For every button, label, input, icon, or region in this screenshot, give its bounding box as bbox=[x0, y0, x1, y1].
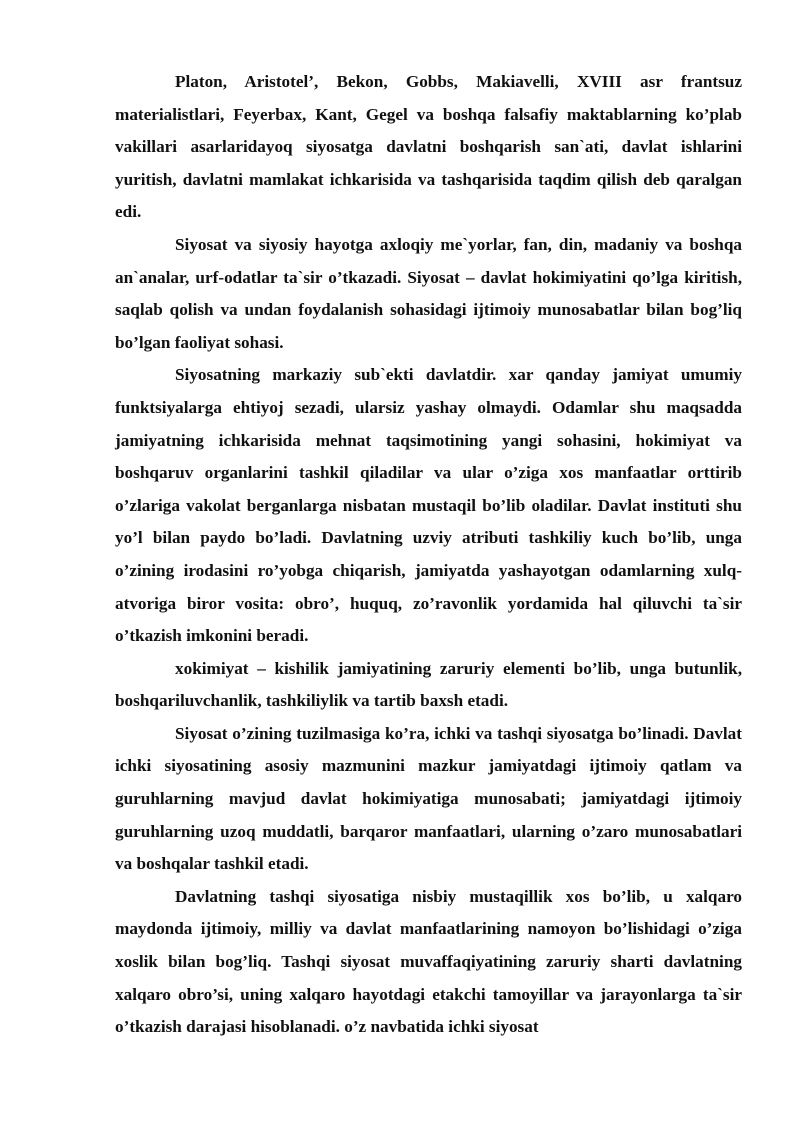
paragraph-state-subject: Siyosatning markaziy sub`ekti davlatdir. xar qanday jamiyat umumiy funktsiyalarga ehtiyoj sezadi, ularsiz yashay olmaydi. Odamlar shu maqsadda jamiyatning ichkarisida mehnat taqsimotining yangi sohasini, hokimiyat va boshqaruv organlarini tashkil qiladilar va ular o’ziga xos manfaatlar orttirib o’zlariga vakolat berganlarga nisbatan mustaqil bo’lib oladilar. Davlat instituti shu yo’l bilan paydo bo’ladi. Davlatning uzviy atributi tashkiliy kuch bo’lib, unga o’zining irodasini ro’yobga chiqarish, jamiyatda yashayotgan odamlarning xulq-atvoriga biror vosita: obro’, huquq, zo’ravonlik yordamida hal qiluvchi ta`sir o’tkazish imkonini beradi. bbox=[115, 365, 742, 646]
paragraph-internal-policy: Siyosat o’zining tuzilmasiga ko’ra, ichki va tashqi siyosatga bo’linadi. Davlat ichki siyosatining asosiy mazmunini mazkur jamiyatdagi ijtimoiy qatlam va guruhlarning mavjud davlat hokimiyatiga munosabati; jamiyatdagi ijtimoiy guruhlarning uzoq muddatli, barqaror manfaatlari, ularning o’zaro munosabatlari va boshqalar tashkil etadi. bbox=[115, 723, 742, 874]
paragraph-philosophers: Platon, Aristotel’, Bekon, Gobbs, Makiavelli, XVIII asr frantsuz materialistlari, Feyerbax, Kant, Gegel va boshqa falsafiy maktablarning ko’plab vakillari asarlaridayoq siyosatga davlatni boshqarish san`ati, davlat ishlarini yuritish, davlatni mamlakat ichkarisida va tashqarisida taqdim qilish deb qaralgan edi. bbox=[115, 72, 742, 222]
paragraph-politics-definition: Siyosat va siyosiy hayotga axloqiy me`yorlar, fan, din, madaniy va boshqa an`analar, urf-odatlar ta`sir o’tkazadi. Siyosat – davlat hokimiyatini qo’lga kiritish, saqlab qolish va undan foydalanish sohasidagi ijtimoiy munosabatlar bilan bog’liq bo’lgan faoliyat sohasi. bbox=[115, 234, 742, 352]
document-page bbox=[115, 66, 742, 1044]
paragraph-foreign-policy: Davlatning tashqi siyosatiga nisbiy mustaqillik xos bo’lib, u xalqaro maydonda ijtimoiy, milliy va davlat manfaatlarining namoyon bo’lishidagi o’ziga xoslik bilan bog’liq. Tashqi siyosat muvaffaqiyatining zaruriy sharti davlatning xalqaro obro’si, uning xalqaro hayotdagi etakchi tamoyillar va jarayonlarga ta`sir o’tkazish darajasi hisoblanadi. o’z navbatida ichki siyosat bbox=[115, 886, 742, 1037]
paragraph-power: xokimiyat – kishilik jamiyatining zaruriy elementi bo’lib, unga butunlik, boshqariluvchanlik, tashkiliylik va tartib baxsh etadi. bbox=[115, 658, 742, 711]
